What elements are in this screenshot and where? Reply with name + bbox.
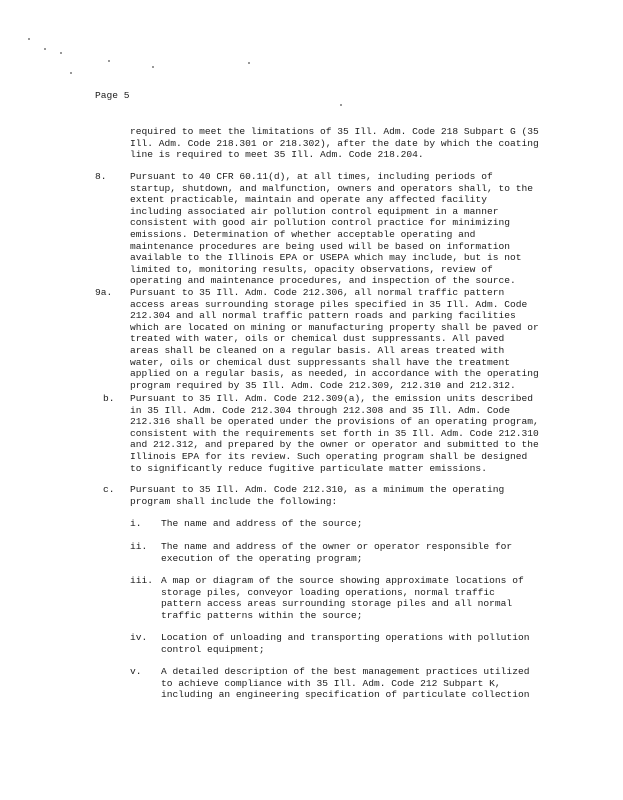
paragraph-label-9a: 9a.	[95, 287, 113, 298]
list-item-label: iii.	[130, 575, 154, 586]
text-line: pattern access areas surrounding storage piles and all normal	[161, 598, 513, 610]
text-line: control equipment;	[161, 643, 265, 655]
list-item-label: v.	[130, 666, 142, 677]
text-line: startup, shutdown, and malfunction, owners and operators shall, to the	[130, 182, 534, 194]
intro-continuation	[130, 126, 539, 161]
text-line: applied on a regular basis, as needed, in accordance with the operating	[130, 368, 539, 380]
text-line: traffic patterns within the source;	[161, 609, 363, 621]
text-line: Location of unloading and transporting operations with pollution	[161, 632, 530, 643]
list-item-label: i.	[130, 518, 142, 529]
list-item-ii	[161, 541, 512, 564]
list-item-i	[161, 518, 363, 530]
scan-speck	[28, 38, 30, 40]
page-number-label: Page 5	[95, 90, 130, 101]
paragraph-b	[130, 393, 539, 474]
text-line: emissions. Determination of whether acceptable operating and	[130, 228, 476, 240]
text-line: and 212.312, and prepared by the owner or operator and submitted to the	[130, 439, 539, 451]
text-line: access areas surrounding storage piles specified in 35 Ill. Adm. Code	[130, 298, 528, 310]
text-line: 212.304 and all normal traffic pattern roads and parking facilities	[130, 310, 516, 322]
text-line: extent practicable, maintain and operate any affected facility	[130, 194, 487, 206]
paragraph-8	[130, 171, 533, 287]
text-line: Pursuant to 40 CFR 60.11(d), at all times, including periods of	[130, 171, 493, 182]
text-line: execution of the operating program;	[161, 552, 363, 564]
list-item-iv	[161, 632, 529, 655]
text-line: The name and address of the source;	[161, 518, 363, 529]
text-line: treated with water, oils or chemical dust suppressants. All paved	[130, 333, 505, 345]
text-line: storage piles, conveyor loading operations, normal traffic	[161, 586, 495, 598]
list-item-iii	[161, 575, 524, 621]
scan-speck	[70, 72, 72, 74]
text-line: A map or diagram of the source showing approximate locations of	[161, 575, 524, 586]
paragraph-c	[130, 484, 504, 507]
list-item-label: iv.	[130, 632, 148, 643]
scan-speck	[60, 52, 62, 54]
text-line: in 35 Ill. Adm. Code 212.304 through 212.308 and 35 Ill. Adm. Code	[130, 404, 510, 416]
text-line: Pursuant to 35 Ill. Adm. Code 212.306, all normal traffic pattern	[130, 287, 505, 298]
text-line: consistent with good air pollution control practice for minimizing	[130, 217, 510, 229]
text-line: including an engineering specification of particulate collection	[161, 689, 530, 701]
text-line: 212.316 shall be operated under the provisions of an operating program,	[130, 416, 539, 428]
text-line: required to meet the limitations of 35 Ill. Adm. Code 218 Subpart G (35	[130, 126, 539, 137]
text-line: limited to, monitoring results, opacity observations, review of	[130, 263, 493, 275]
text-line: line is required to meet 35 Ill. Adm. Code 218.204.	[130, 149, 424, 161]
scan-speck	[44, 48, 46, 50]
paragraph-9a	[130, 287, 539, 391]
text-line: operating and maintenance procedures, and inspection of the source.	[130, 275, 516, 287]
text-line: Pursuant to 35 Ill. Adm. Code 212.309(a), the emission units described	[130, 393, 534, 404]
text-line: which are located on mining or manufacturing property shall be paved or	[130, 321, 539, 333]
text-line: including associated air pollution control equipment in a manner	[130, 205, 499, 217]
scan-speck	[248, 62, 250, 64]
text-line: Ill. Adm. Code 218.301 or 218.302), after the date by which the coating	[130, 137, 539, 149]
text-line: water, oils or chemical dust suppressants shall have the treatment	[130, 356, 510, 368]
text-line: to achieve compliance with 35 Ill. Adm. Code 212 Subpart K,	[161, 677, 501, 689]
text-line: areas shall be cleaned on a regular basis. All areas treated with	[130, 344, 505, 356]
scan-speck	[340, 104, 342, 106]
text-line: maintenance procedures are being used will be based on information	[130, 240, 510, 252]
paragraph-label-8: 8.	[95, 171, 107, 182]
scan-speck	[152, 66, 154, 68]
text-line: The name and address of the owner or operator responsible for	[161, 541, 513, 552]
list-item-label: ii.	[130, 541, 148, 552]
text-line: to significantly reduce fugitive particulate matter emissions.	[130, 462, 487, 474]
text-line: Pursuant to 35 Ill. Adm. Code 212.310, as a minimum the operating	[130, 484, 505, 495]
list-item-v	[161, 666, 529, 701]
text-line: program required by 35 Ill. Adm. Code 212.309, 212.310 and 212.312.	[130, 379, 516, 391]
scan-speck	[108, 60, 110, 62]
text-line: A detailed description of the best management practices utilized	[161, 666, 530, 677]
text-line: program shall include the following:	[130, 495, 338, 507]
paragraph-label-c: c.	[103, 484, 115, 495]
text-line: consistent with the requirements set forth in 35 Ill. Adm. Code 212.310	[130, 427, 539, 439]
text-line: available to the Illinois EPA or USEPA which may include, but is not	[130, 252, 522, 264]
paragraph-label-b: b.	[103, 393, 115, 404]
text-line: Illinois EPA for its review. Such operating program shall be designed	[130, 450, 528, 462]
